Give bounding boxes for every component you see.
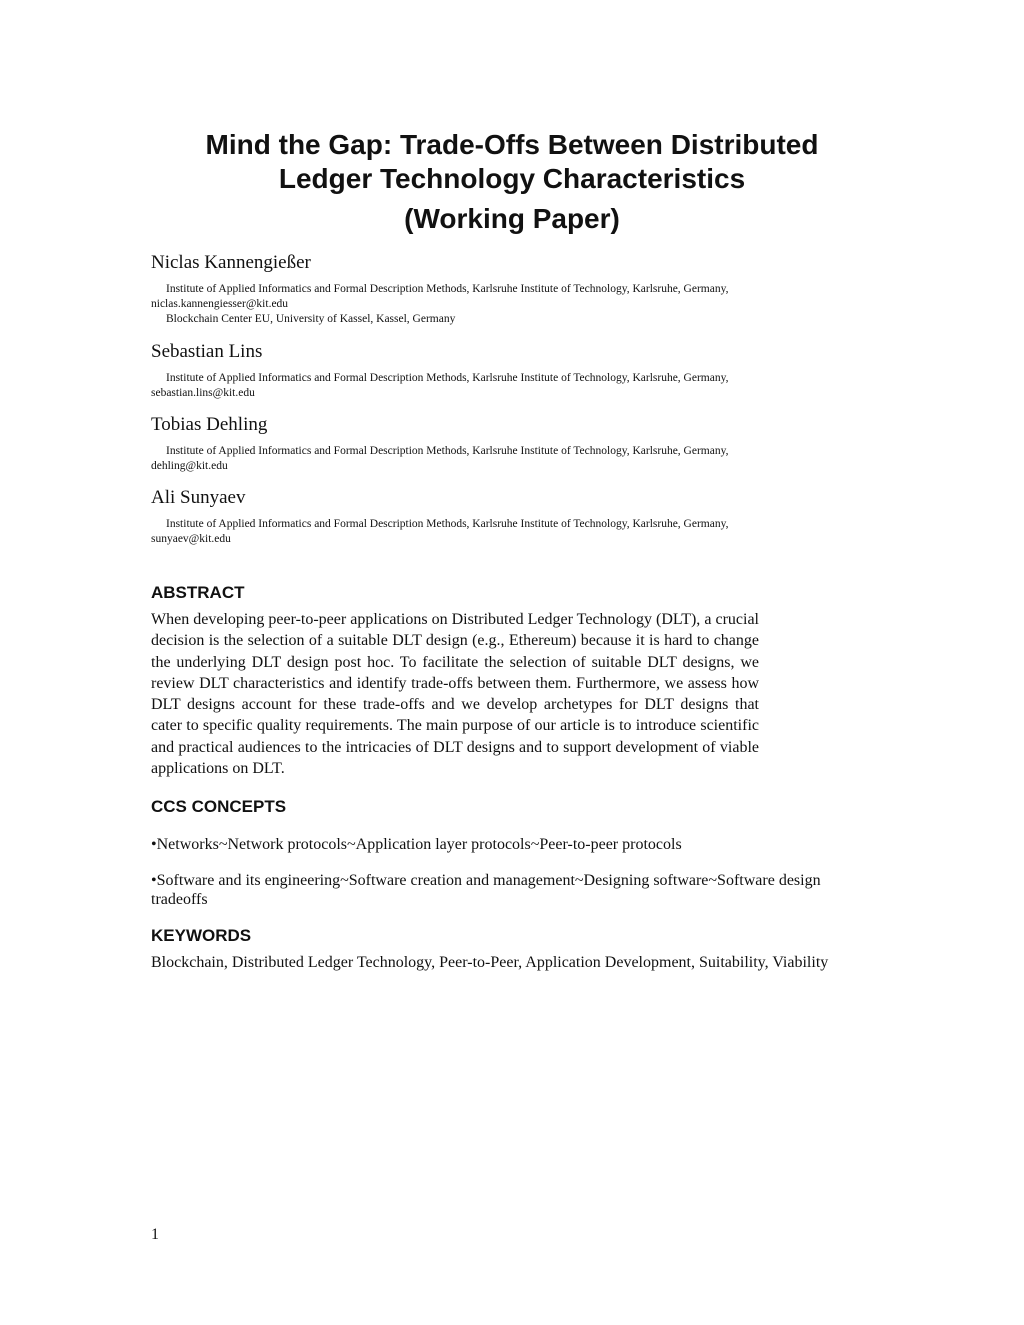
- author-name: Ali Sunyaev: [151, 487, 246, 508]
- abstract-text: When developing peer-to-peer applications on Distributed Ledger Technology (DLT), a crucial decision is the selection of a suitable DLT design (e.g., Ethereum) because it is hard to change the underlying DLT design post hoc. To facilitate the selection of suitable DLT designs, we review DLT characteristics and identify trade-offs between them. Furthermore, we assess how DLT designs account for these trade-offs and we develop archetypes for DLT designs that cater to specific quality requirements. The main purpose of our article is to introduce scientific and practical audiences to the intricacies of DLT designs and to support development of viable applications on DLT.: [151, 611, 759, 778]
- ccs-concept-item: •Software and its engineering~Software creation and management~Designing software~Software design tradeoffs: [151, 872, 821, 908]
- paper-title: [0, 128, 1024, 196]
- author-name: Niclas Kannengießer: [151, 252, 311, 273]
- author-affiliation: Institute of Applied Informatics and Formal Description Methods, Karlsruhe Institute of Technology, Karlsruhe, Germany, niclas.kannengiesser@kit.edu: [151, 283, 729, 310]
- ccs-concept-item: •Networks~Network protocols~Application layer protocols~Peer-to-peer protocols: [151, 836, 682, 853]
- author-block: [151, 487, 771, 547]
- author-affiliation: Institute of Applied Informatics and Formal Description Methods, Karlsruhe Institute of Technology, Karlsruhe, Germany, dehling@kit.edu: [151, 445, 729, 472]
- keywords-text: Blockchain, Distributed Ledger Technology, Peer-to-Peer, Application Development, Suitability, Viability: [151, 954, 829, 971]
- author-affiliation: Institute of Applied Informatics and Formal Description Methods, Karlsruhe Institute of Technology, Karlsruhe, Germany, sebastian.lins@kit.edu: [151, 372, 729, 399]
- paper-title-line-1: Mind the Gap: Trade-Offs Between Distributed: [205, 129, 819, 160]
- page-number: 1: [151, 1226, 159, 1243]
- paper-subtitle: (Working Paper): [404, 203, 620, 234]
- author-name: Sebastian Lins: [151, 341, 263, 362]
- ccs-concepts-heading: CCS CONCEPTS: [151, 797, 287, 816]
- author-affiliation: Institute of Applied Informatics and Formal Description Methods, Karlsruhe Institute of Technology, Karlsruhe, Germany, sunyaev@kit.edu: [151, 518, 729, 545]
- keywords-heading: KEYWORDS: [151, 926, 252, 945]
- author-block: [151, 414, 771, 474]
- paper-title-line-2: Ledger Technology Characteristics: [278, 163, 746, 194]
- abstract-heading: ABSTRACT: [151, 583, 245, 602]
- author-affiliation: Blockchain Center EU, University of Kassel, Kassel, Germany: [166, 313, 456, 325]
- author-block: [151, 341, 771, 401]
- author-block: [151, 252, 771, 327]
- author-name: Tobias Dehling: [151, 414, 268, 435]
